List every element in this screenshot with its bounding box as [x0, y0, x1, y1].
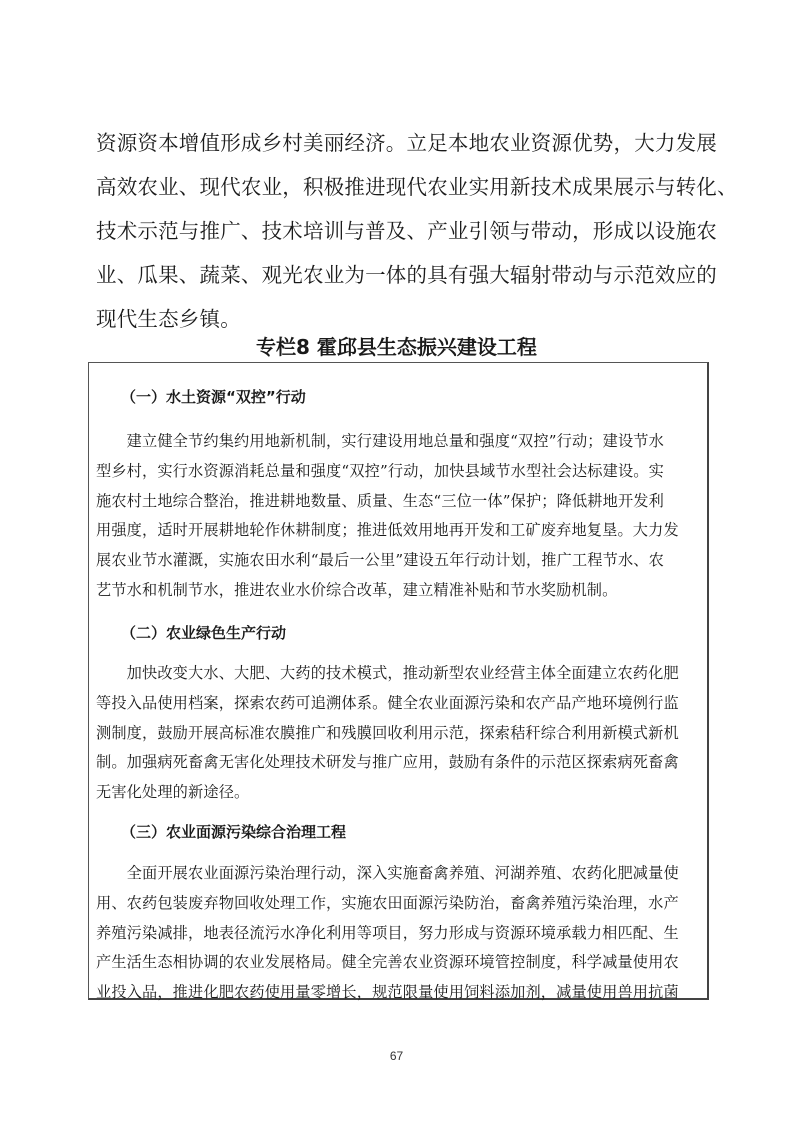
body-line: 养殖污染减排，地表径流污水净化利用等项目，努力形成与资源环境承载力相匹配、生 — [96, 923, 679, 942]
body-line: 展农业节水灌溉，实施农田水利“最后一公里”建设五年行动计划，推广工程节水、农 — [96, 551, 664, 570]
body-line: 制。加强病死畜禽无害化处理技术研发与推广应用，鼓励有条件的示范区探索病死畜禽 — [96, 753, 679, 772]
body-line: 艺节水和机制节水，推进农业水价综合改革，建立精准补贴和节水奖励机制。 — [96, 580, 618, 599]
intro-line: 高效农业、现代农业，积极推进现代农业实用新技术成果展示与转化、 — [96, 175, 738, 199]
body-line: 加快改变大水、大肥、大药的技术模式，推动新型农业经营主体全面建立农药化肥 — [96, 664, 679, 682]
body-line: 用强度，适时开展耕地轮作休耕制度；推进低效用地再开发和工矿废弃地复垦。大力发 — [96, 521, 679, 540]
body-line: 等投入品使用档案，探索农药可追溯体系。健全农业面源污染和农产品产地环境例行监 — [96, 693, 679, 712]
section-body-2 — [96, 659, 706, 808]
body-line: 测制度，鼓励开展高标准农膜推广和残膜回收利用示范，探索秸秆综合利用新模式新机 — [96, 723, 679, 742]
body-line: 无害化处理的新途径。 — [96, 783, 250, 802]
section-body-1 — [96, 427, 706, 606]
intro-paragraph — [96, 121, 738, 341]
section-body-3 — [96, 859, 706, 1008]
intro-line: 资源资本增值形成乡村美丽经济。立足本地农业资源优势，大力发展 — [96, 131, 717, 155]
box-title: 专栏8 霍邱县生态振兴建设工程 — [256, 335, 537, 359]
section-heading-2: （二）农业绿色生产行动 — [121, 624, 287, 642]
body-line: 全面开展农业面源污染治理行动，深入实施畜禽养殖、河湖养殖、农药化肥减量使 — [96, 864, 679, 882]
body-line: 建立健全节约集约用地新机制，实行建设用地总量和强度“双控”行动；建设节水 — [96, 432, 664, 450]
intro-line: 技术示范与推广、技术培训与普及、产业引领与带动，形成以设施农 — [96, 219, 717, 243]
intro-line: 业、瓜果、蔬菜、观光农业为一体的具有强大辐射带动与示范效应的 — [96, 263, 717, 287]
section-heading-1: （一）水土资源“双控”行动 — [121, 388, 306, 406]
column-box — [88, 362, 709, 1000]
body-line: 用、农药包装废弃物回收处理工作，实施农田面源污染防治，畜禽养殖污染治理，水产 — [96, 893, 679, 912]
intro-line: 现代生态乡镇。 — [96, 307, 241, 331]
body-line: 业投入品，推进化肥农药使用量零增长，规范限量使用饲料添加剂，减量使用兽用抗菌 — [96, 983, 679, 1002]
page-number: 67 — [389, 1049, 404, 1063]
body-line: 产生活生态相协调的农业发展格局。健全完善农业资源环境管控制度，科学减量使用农 — [96, 953, 679, 972]
body-line: 施农村土地综合整治，推进耕地数量、质量、生态“三位一体”保护；降低耕地开发利 — [96, 491, 664, 510]
section-heading-3: （三）农业面源污染综合治理工程 — [121, 823, 347, 841]
body-line: 型乡村，实行水资源消耗总量和强度“双控”行动，加快县域节水型社会达标建设。实 — [96, 461, 664, 480]
